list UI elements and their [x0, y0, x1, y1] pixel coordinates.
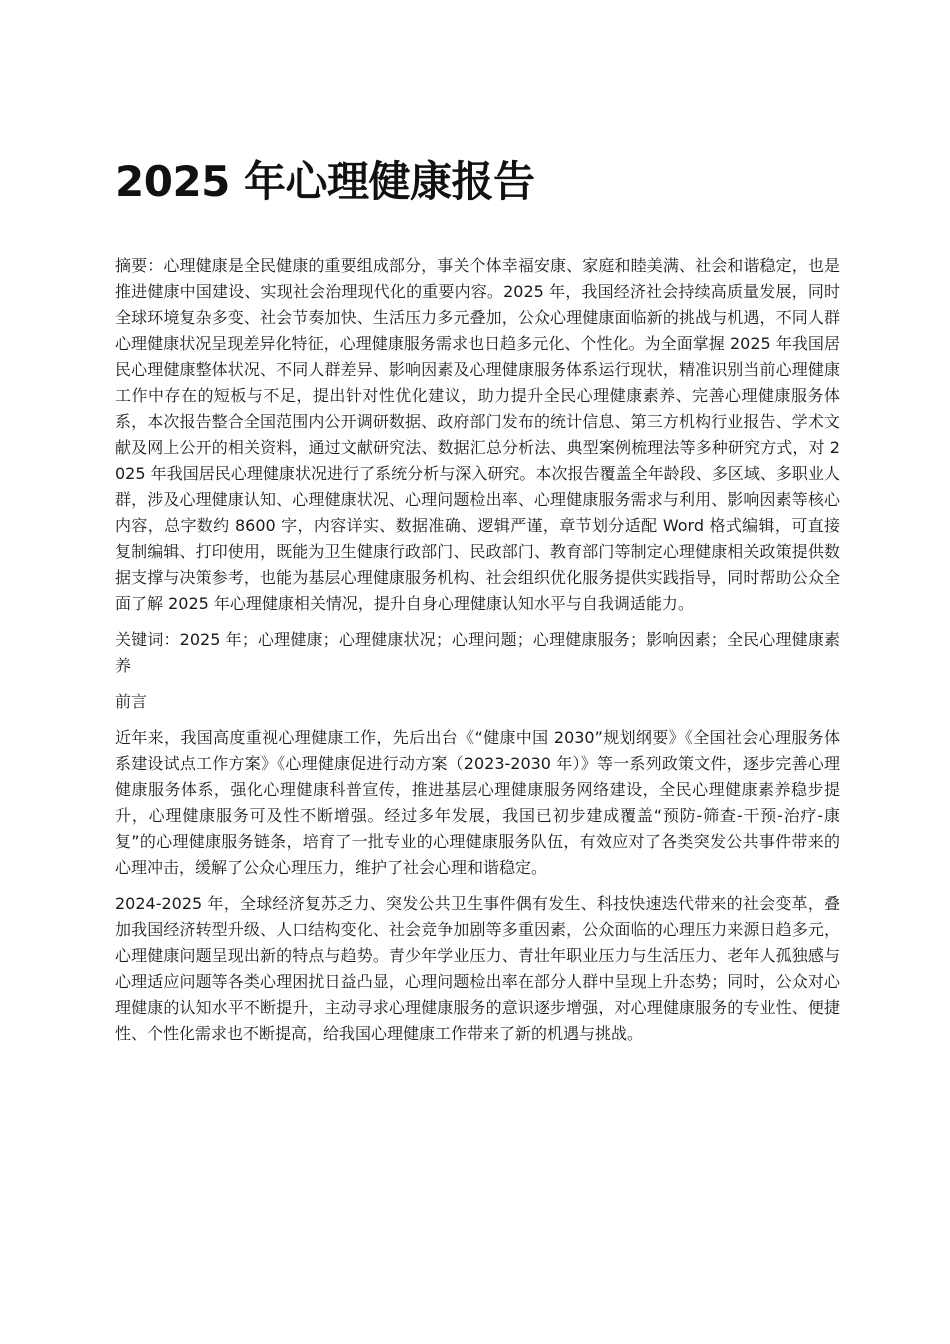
- preface-heading: 前言: [115, 692, 148, 711]
- document-body: [115, 253, 840, 1057]
- preface-paragraph-2: 2024-2025 年，全球经济复苏乏力、突发公共卫生事件偶有发生、科技快速迭代带来的社会变革，叠加我国经济转型升级、人口结构变化、社会竞争加剧等多重因素，公众面临的心理压力来源日趋多元，心理健康问题呈现出新的特点与趋势。青少年学业压力、青壮年职业压力与生活压力、老年人孤独感与心理适应问题等各类心理困扰日益凸显，心理问题检出率在部分人群中呈现上升态势；同时，公众对心理健康的认知水平不断提升，主动寻求心理健康服务的意识逐步增强，对心理健康服务的专业性、便捷性、个性化需求也不断提高，给我国心理健康工作带来了新的机遇与挑战。: [115, 894, 840, 1043]
- document-title: 2025 年心理健康报告: [115, 157, 535, 206]
- preface-paragraph-1: 近年来，我国高度重视心理健康工作，先后出台《“健康中国 2030”规划纲要》《全国社会心理服务体系建设试点工作方案》《心理健康促进行动方案（2023-2030 年）》等一系列政策文件，逐步完善心理健康服务体系，强化心理健康科普宣传，推进基层心理健康服务网络建设，全民心理健康素养稳步提升，心理健康服务可及性不断增强。经过多年发展，我国已初步建成覆盖“预防-筛查-干预-治疗-康复”的心理健康服务链条，培育了一批专业的心理健康服务队伍，有效应对了各类突发公共事件带来的心理冲击，缓解了公众心理压力，维护了社会心理和谐稳定。: [115, 728, 840, 877]
- keywords-paragraph: 关键词：2025 年；心理健康；心理健康状况；心理问题；心理健康服务；影响因素；全民心理健康素养: [115, 630, 840, 675]
- document-page: [115, 0, 840, 1344]
- abstract-paragraph: 摘要：心理健康是全民健康的重要组成部分，事关个体幸福安康、家庭和睦美满、社会和谐稳定，也是推进健康中国建设、实现社会治理现代化的重要内容。2025 年，我国经济社会持续高质量发展，同时全球环境复杂多变、社会节奏加快、生活压力多元叠加，公众心理健康面临新的挑战与机遇，不同人群心理健康状况呈现差异化特征，心理健康服务需求也日趋多元化、个性化。为全面掌握 2025 年我国居民心理健康整体状况、不同人群差异、影响因素及心理健康服务体系运行现状，精准识别当前心理健康工作中存在的短板与不足，提出针对性优化建议，助力提升全民心理健康素养、完善心理健康服务体系，本次报告整合全国范围内公开调研数据、政府部门发布的统计信息、第三方机构行业报告、学术文献及网上公开的相关资料，通过文献研究法、数据汇总分析法、典型案例梳理法等多种研究方式，对 2025 年我国居民心理健康状况进行了系统分析与深入研究。本次报告覆盖全年龄段、多区域、多职业人群，涉及心理健康认知、心理健康状况、心理问题检出率、心理健康服务需求与利用、影响因素等核心内容，总字数约 8600 字，内容详实、数据准确、逻辑严谨，章节划分适配 Word 格式编辑，可直接复制编辑、打印使用，既能为卫生健康行政部门、民政部门、教育部门等制定心理健康相关政策提供数据支撑与决策参考，也能为基层心理健康服务机构、社会组织优化服务提供实践指导，同时帮助公众全面了解 2025 年心理健康相关情况，提升自身心理健康认知水平与自我调适能力。: [115, 256, 840, 613]
